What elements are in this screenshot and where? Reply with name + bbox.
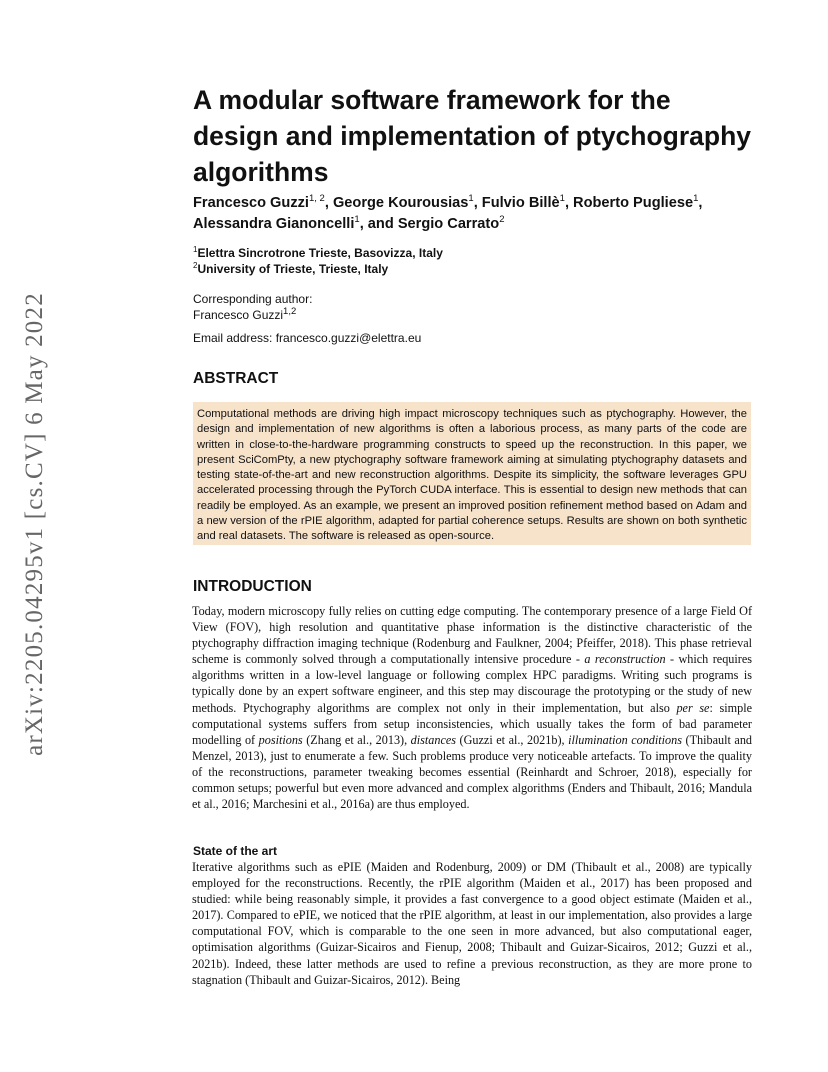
affiliation-number: 1 xyxy=(193,245,198,254)
author-affiliation-mark: 1, 2 xyxy=(308,193,325,205)
corresponding-author-line xyxy=(193,307,312,323)
affiliation-number: 2 xyxy=(193,261,198,270)
affiliation-text: University of Trieste, Trieste, Italy xyxy=(197,262,389,276)
state-of-art-heading: State of the art xyxy=(193,844,278,858)
intro-text-run: Today, modern microscopy fully relies on cutting edge computing. The contemporary presence of a large Field Of View (FOV), high resolution and quantitative phase information is the distinctive characteristic of the ptychography diffraction imaging technique (Rodenburg and Faulkner, 2004; Pfeiffer, 2018). This phase retrieval scheme is commonly solved through a computationally intensive procedure - xyxy=(192,604,752,667)
author-affiliation-mark: 2 xyxy=(499,214,505,226)
author-affiliation-mark: 1 xyxy=(354,214,360,226)
affiliation-item xyxy=(193,245,443,261)
corresponding-author-label: Corresponding author: xyxy=(193,292,313,306)
corresponding-author-affiliation: 1,2 xyxy=(283,306,297,317)
arxiv-identifier-text: arXiv:2205.04295v1 [cs.CV] 6 May 2022 xyxy=(21,292,49,756)
abstract-text: Computational methods are driving high impact microscopy techniques such as ptychography. However, the design and implementation of new algorithms is often a laborious process, as many parts of the code are written in close-to-the-hardware programming constructs to speed up the reconstruction. In this paper, we present SciComPty, a new ptychography software framework aiming at simulating ptychography datasets and testing state-of-the-art and new reconstruction algorithms. Despite its simplicity, the software leverages GPU accelerated processing through the PyTorch CUDA interface. This is essential to design new methods that can readily be employed. As an example, we present an improved position refinement method based on Adam and a new version of the rPIE algorithm, adapted for partial coherence setups. Results are shown on both synthetic and real datasets. The software is released as open-source. xyxy=(197,408,747,543)
author-separator: , xyxy=(324,195,333,211)
author-affiliation-mark: 1 xyxy=(468,193,474,205)
intro-text-run: : simple computational systems suffers from setup inconsistencies, which usually takes the form of bad parameter modelling of xyxy=(192,700,753,747)
author-separator: , xyxy=(473,195,482,211)
author-separator: , xyxy=(564,195,574,211)
author-name: George Kourousias xyxy=(332,195,469,211)
author-separator: , xyxy=(698,195,703,211)
intro-text-run: (Thibault and Menzel, 2013), just to enumerate a few. Such problems produce very noticeable artefacts. To improve the quality of the reconstructions, parameter tweaking becomes essential (Reinhardt and Schroer, 2018), especially for common setups; powerful but even more advanced and complex algorithms (Enders and Thibault, 2016; Mandula et al., 2016; Marchesini et al., 2016a) are thus employed. xyxy=(192,732,753,812)
state-of-art-paragraph: Iterative algorithms such as ePIE (Maiden and Rodenburg, 2009) or DM (Thibault et al., 2008) are typically employed for the reconstructions. Recently, the rPIE algorithm (Maiden et al., 2017) has been proposed and studied: while being reasonably simple, it provides a fast convergence to a good object estimate (Maiden et al., 2017). Compared to ePIE, we noticed that the rPIE algorithm, at least in our implementation, also provides a large computational FOV, which is comparable to the one seen in more advanced, but also computational eager, optimisation algorithms (Guizar-Sicairos and Fienup, 2008; Thibault and Guizar-Sicairos, 2012; Guzzi et al., 2021b). Indeed, these latter methods are used to refine a previous reconstruction, as they are more prone to stagnation (Thibault and Guizar-Sicairos, 2012). Being xyxy=(192,860,752,987)
affiliation-item xyxy=(193,261,443,277)
corresponding-author-name: Francesco Guzzi xyxy=(193,308,284,322)
abstract-heading: ABSTRACT xyxy=(193,370,279,387)
intro-emphasis: a reconstruction xyxy=(584,652,666,667)
intro-text-run: (Zhang et al., 2013), xyxy=(302,732,411,747)
intro-emphasis: distances xyxy=(410,732,457,747)
author-name: Alessandra Gianoncelli xyxy=(193,216,355,232)
introduction-heading: INTRODUCTION xyxy=(193,578,312,595)
intro-emphasis: per se xyxy=(676,700,710,715)
intro-text-run: - which requires algorithms written in a low-level language or following complex HPC paradigms. Writing such programs is typically done by an expert software engineer, and this step may discourage the prototyping or the study of new methods. Ptychography algorithms are complex not only in their implementation, but also xyxy=(192,652,752,715)
author-name: Francesco Guzzi xyxy=(193,195,309,211)
author-name: Sergio Carrato xyxy=(397,216,500,232)
author-affiliation-mark: 1 xyxy=(693,193,699,205)
affiliation-text: Elettra Sincrotrone Trieste, Basovizza, Italy xyxy=(197,246,443,260)
author-name: Roberto Pugliese xyxy=(573,195,694,211)
author-affiliation-mark: 1 xyxy=(559,193,565,205)
author-name: Fulvio Billè xyxy=(481,195,560,211)
abstract-box xyxy=(193,402,751,545)
introduction-paragraph xyxy=(192,603,752,812)
author-list xyxy=(193,193,753,235)
intro-text-run: (Guzzi et al., 2021b), xyxy=(456,732,569,747)
corresponding-author-block xyxy=(193,291,312,323)
intro-emphasis: positions xyxy=(258,732,303,747)
paper-title: A modular software framework for the design and implementation of ptychography algorithms xyxy=(193,85,752,187)
arxiv-identifier-stamp xyxy=(14,284,56,764)
email-line: Email address: francesco.guzzi@elettra.eu xyxy=(193,331,422,345)
author-separator: , and xyxy=(359,216,398,232)
affiliation-list xyxy=(193,245,443,277)
intro-emphasis: illumination conditions xyxy=(568,732,682,747)
